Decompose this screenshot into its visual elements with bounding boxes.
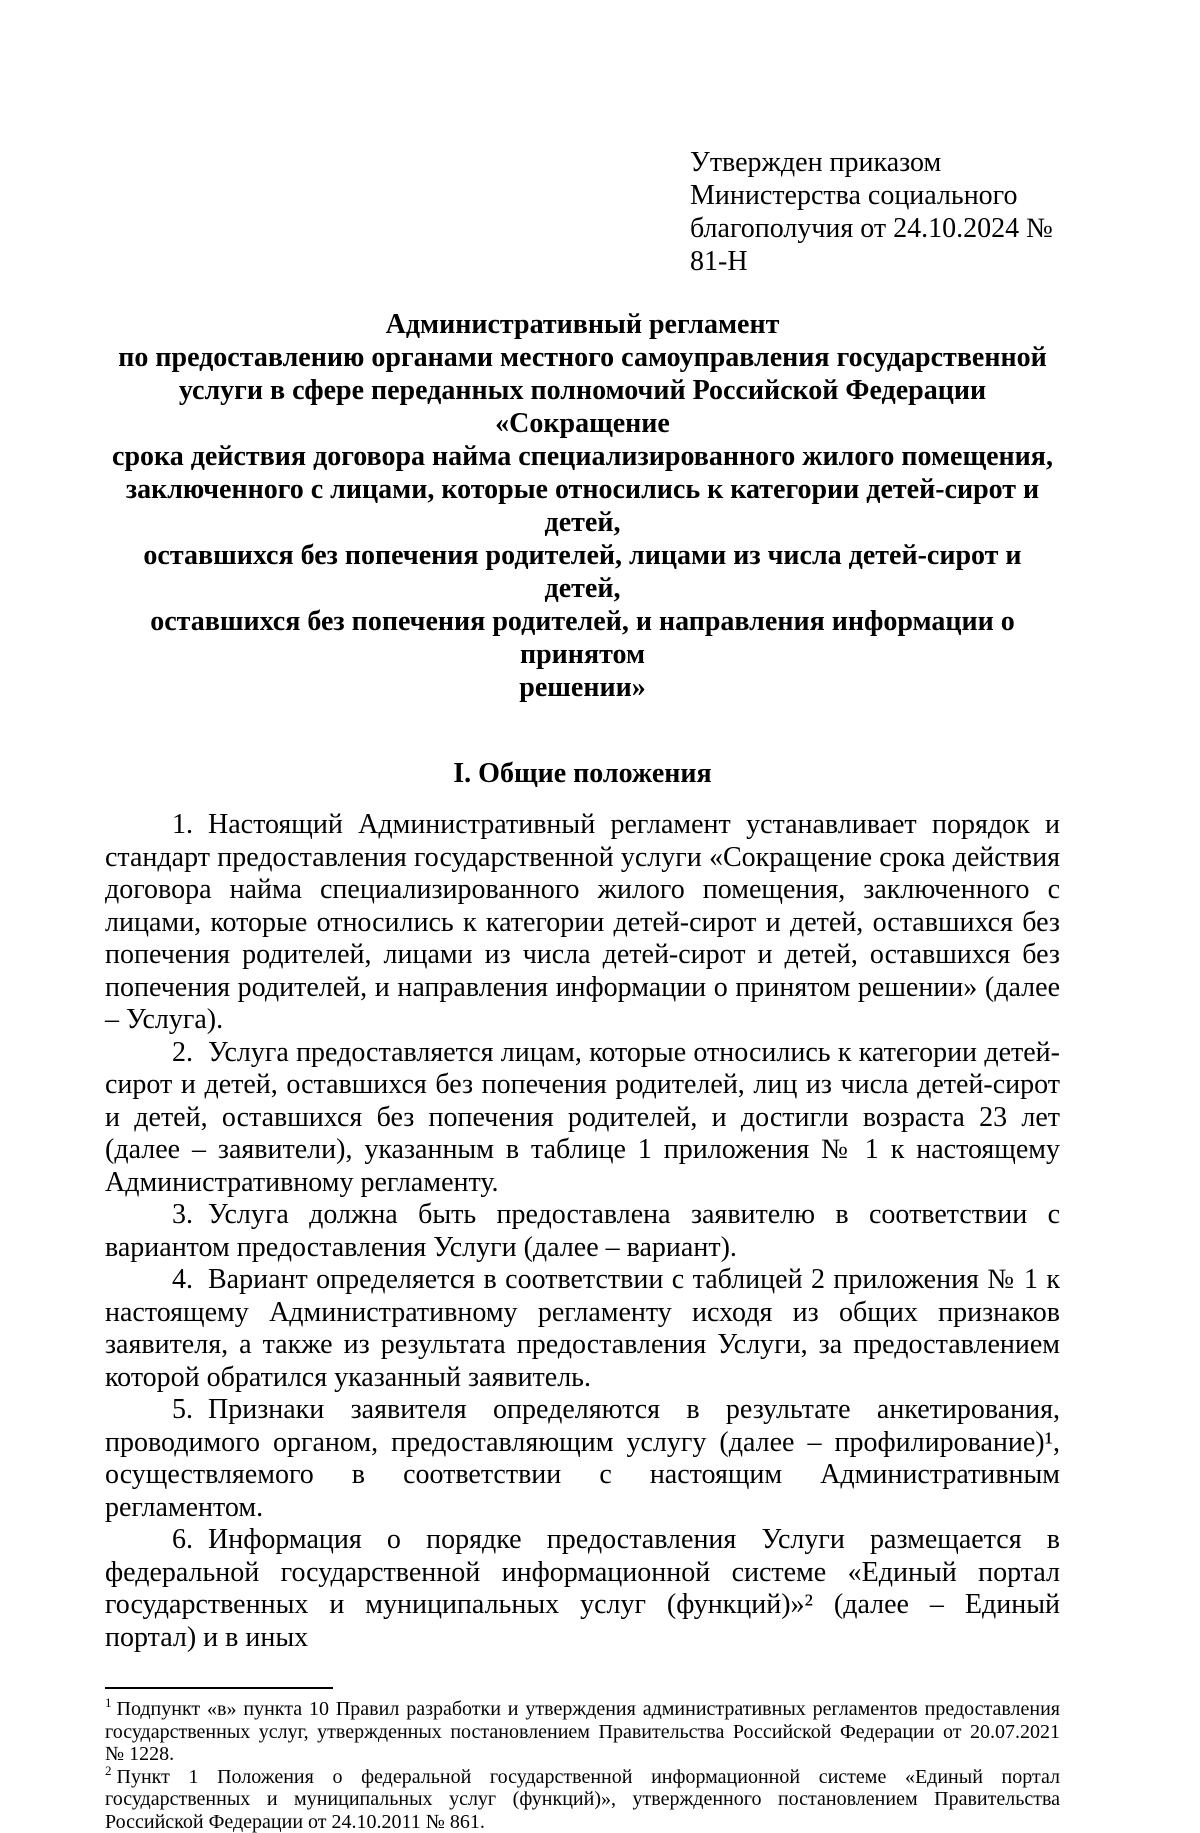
approval-line: Утвержден приказом (690, 146, 1060, 179)
paragraph-2 (105, 1037, 1060, 1200)
footnote-2 (105, 1766, 1060, 1833)
footnote-marker: 1 (105, 1695, 112, 1710)
approval-line: благополучия от 24.10.2024 № (690, 212, 1060, 245)
paragraph-number: 4. (172, 1264, 193, 1295)
paragraph-text: Вариант определяется в соответствии с таблицей 2 приложения № 1 к настоящему Административному регламенту исходя из общих признаков заявителя, а также из результата предоставления Услуги, за предоставлением которой обратился указанный заявитель. (105, 1264, 1060, 1393)
approval-line: Министерства социального (690, 179, 1060, 212)
paragraph-number: 5. (172, 1394, 193, 1425)
paragraph-text: Услуга должна быть предоставлена заявителю в соответствии с вариантом предоставления Услуги (далее – вариант). (105, 1199, 1060, 1263)
title-line: услуги в сфере переданных полномочий Российской Федерации «Сокращение (105, 374, 1060, 440)
approval-line: 81-Н (690, 245, 1060, 278)
footnotes-block (105, 1698, 1060, 1833)
title-line: решении» (105, 671, 1060, 704)
paragraph-number: 1. (172, 809, 193, 840)
paragraph-number: 3. (172, 1199, 193, 1230)
paragraph-text: Настоящий Административный регламент устанавливает порядок и стандарт предоставления государственной услуги «Сокращение срока действия договора найма специализированного жилого помещения, заключенного с лицами, которые относились к категории детей-сирот и детей, оставшихся без попечения родителей, лицами из числа детей-сирот и детей, оставшихся без попечения родителей, и направления информации о принятом решении» (далее – Услуга). (105, 809, 1060, 1035)
footnote-marker: 2 (105, 1763, 112, 1778)
paragraph-6 (105, 1524, 1060, 1654)
paragraph-number: 2. (172, 1037, 193, 1068)
title-line: оставшихся без попечения родителей, лицами из числа детей-сирот и детей, (105, 539, 1060, 605)
title-line: Административный регламент (105, 308, 1060, 341)
approval-block (690, 146, 1060, 278)
document-content (105, 146, 1060, 1833)
paragraph-4 (105, 1264, 1060, 1394)
paragraph-text: Признаки заявителя определяются в результате анкетирования, проводимого органом, предоставляющим услугу (далее – профилирование)¹, осуществляемого в соответствии с настоящим Административным регламентом. (105, 1394, 1060, 1523)
footnote-text: Подпункт «в» пункта 10 Правил разработки и утверждения административных регламентов предоставления государственных услуг, утвержденных постановлением Правительства Российской Федерации от 20.07.2021 № 1228. (105, 1698, 1060, 1765)
paragraph-1 (105, 809, 1060, 1037)
section-heading: I. Общие положения (105, 757, 1060, 790)
paragraph-text: Информация о порядке предоставления Услуги размещается в федеральной государственной информационной системе «Единый портал государственных и муниципальных услуг (функций)»² (далее – Единый портал) и в иных (105, 1524, 1060, 1653)
footnote-separator (105, 1687, 333, 1689)
paragraph-3 (105, 1199, 1060, 1264)
title-line: по предоставлению органами местного самоуправления государственной (105, 341, 1060, 374)
paragraph-text: Услуга предоставляется лицам, которые относились к категории детей-сирот и детей, оставшихся без попечения родителей, лиц из числа детей-сирот и детей, оставшихся без попечения родителей, и достигли возраста 23 лет (далее – заявители), указанным в таблице 1 приложения № 1 к настоящему Административному регламенту. (105, 1037, 1060, 1198)
title-line: оставшихся без попечения родителей, и направления информации о принятом (105, 605, 1060, 671)
document-title (105, 308, 1060, 704)
footnote-1 (105, 1698, 1060, 1766)
title-line: заключенного с лицами, которые относились к категории детей-сирот и детей, (105, 473, 1060, 539)
paragraph-5 (105, 1394, 1060, 1524)
title-line: срока действия договора найма специализированного жилого помещения, (105, 440, 1060, 473)
paragraph-number: 6. (172, 1524, 193, 1555)
body-text (105, 809, 1060, 1654)
footnote-text: Пункт 1 Положения о федеральной государственной информационной системе «Единый портал государственных и муниципальных услуг (функций)», утвержденного постановлением Правительства Российской Федерации от 24.10.2011 № 861. (105, 1766, 1060, 1833)
